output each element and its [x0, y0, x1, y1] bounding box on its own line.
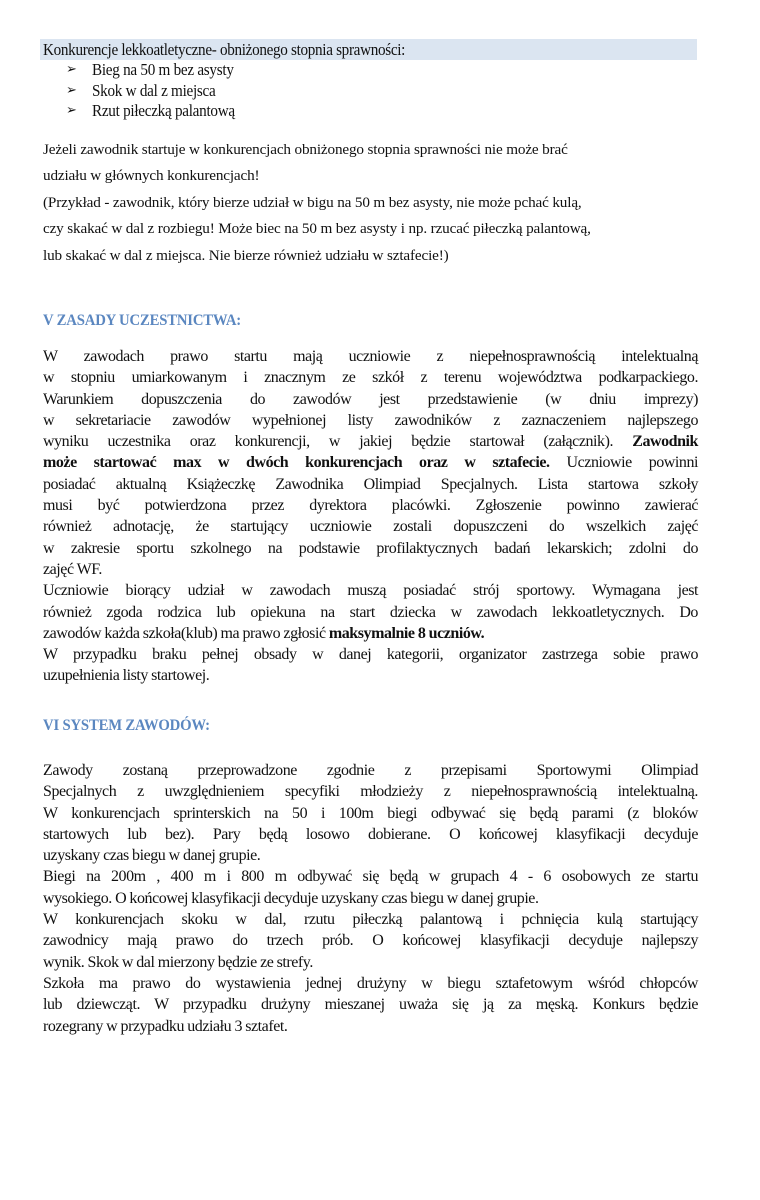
section-v-heading: V ZASADY UCZESTNICTWA: — [43, 312, 241, 329]
list-item-label: Skok w dal z miejsca — [92, 80, 216, 100]
body-line: w zakresie sportu szkolnego na podstawie profilaktycznych badań lekarskich; zdolni do — [43, 539, 698, 557]
body-line: w sekretariacie zawodów wypełnionej listy zawodników z zaznaczeniem najlepszego — [43, 411, 698, 429]
body-line: W konkurencjach sprinterskich na 50 i 100m biegi odbywać się będą parami (z bloków — [43, 804, 698, 822]
section-vi-heading: VI SYSTEM ZAWODÓW: — [43, 717, 210, 734]
body-line: Biegi na 200m , 400 m i 800 m odbywać się będą w grupach 4 - 6 osobowych ze startu — [43, 868, 698, 886]
body-line: rozegrany w przypadku udziału 3 sztafet. — [43, 1017, 288, 1035]
body-line: lub dziewcząt. W przypadku drużyny mieszanej uważa się ją za męską. Konkurs będzie — [43, 996, 698, 1014]
body-line: uzupełnienia listy startowej. — [43, 667, 210, 685]
body-line: W przypadku braku pełnej obsady w danej kategorii, organizator zastrzega sobie prawo — [43, 646, 698, 664]
arrow-bullet-icon: ➢ — [66, 62, 77, 77]
body-line: uzyskany czas biegu w danej grupie. — [43, 847, 261, 865]
body-text: Uczniowie powinni — [549, 454, 698, 472]
body-line: W zawodach prawo startu mają uczniowie z niepełnosprawnością intelektualną — [43, 348, 698, 365]
note-line: lub skakać w dal z miejsca. Nie bierze również udziału w sztafecie!) — [43, 246, 449, 264]
list-item — [66, 101, 247, 122]
note-line: (Przykład - zawodnik, który bierze udział w bigu na 50 m bez asysty, nie może pchać kulą, — [43, 193, 582, 211]
arrow-bullet-icon: ➢ — [66, 82, 77, 98]
body-line: Zawody zostaną przeprowadzone zgodnie z przepisami Sportowymi Olimpiad — [43, 762, 698, 779]
body-line: Szkoła ma prawo do wystawienia jednej drużyny w biegu sztafetowym wśród chłopców — [43, 974, 698, 992]
reduced-events-title: Konkurencje lekkoatletyczne- obniżonego stopnia sprawności: — [43, 40, 406, 59]
list-item-label: Bieg na 50 m bez asysty — [92, 60, 234, 79]
reduced-events-list — [66, 60, 247, 122]
note-line: czy skakać w dal z rozbiegu! Może biec na 50 m bez asysty i np. rzucać piłeczką palantową, — [43, 220, 591, 238]
body-line: wysokiego. O końcowej klasyfikacji decyduje uzyskany czas biegu w danej grupie. — [43, 889, 539, 907]
arrow-bullet-icon: ➢ — [66, 103, 77, 118]
body-line: Specjalnych z uwzględnieniem specyfiki młodzieży z niepełnosprawnością intelektualną. — [43, 783, 698, 801]
body-line: Warunkiem dopuszczenia do zawodów jest przedstawienie (w dniu imprezy) — [43, 390, 698, 408]
body-line: musi być potwierdzona przez dyrektora placówki. Zgłoszenie powinno zawierać — [43, 497, 698, 515]
body-line: w stopniu umiarkowanym i znacznym ze szkół z terenu województwa podkarpackiego. — [43, 369, 698, 387]
emphasis-text: może startować max w dwóch konkurencjach oraz w sztafecie. — [43, 454, 550, 472]
list-item — [66, 81, 247, 102]
body-text: wyniku uczestnika oraz konkurencji, w jakiej będzie startował (załącznik). — [43, 433, 633, 451]
body-line: zajęć WF. — [43, 560, 102, 578]
body-line — [43, 623, 698, 644]
body-line — [43, 431, 698, 452]
body-line: również adnotację, że startujący uczniowie zostali dopuszczeni do wszelkich zajęć — [43, 518, 698, 536]
body-line: W konkurencjach skoku w dal, rzutu piłeczką palantową i pchnięcia kulą startujący — [43, 911, 698, 929]
body-line: Uczniowie biorący udział w zawodach muszą posiadać strój sportowy. Wymagana jest — [43, 582, 698, 600]
body-line: startowych lub bez). Pary będą losowo dobierane. O końcowej klasyfikacji decyduje — [43, 825, 698, 843]
body-line: wynik. Skok w dal mierzony będzie ze strefy. — [43, 953, 313, 971]
body-line — [43, 452, 698, 473]
note-line: udziału w głównych konkurencjach! — [43, 167, 260, 185]
body-line: posiadać aktualną Książeczkę Zawodnika Olimpiad Specjalnych. Lista startowa szkoły — [43, 475, 698, 493]
body-line: zawodnicy mają prawo do trzech prób. O końcowej klasyfikacji decyduje najlepszy — [43, 932, 698, 950]
section-v-body — [43, 346, 698, 687]
emphasis-text: maksymalnie 8 uczniów. — [328, 624, 485, 642]
body-text: zawodów każda szkoła(klub) ma prawo zgłosić — [43, 624, 329, 642]
body-line: również zgoda rodzica lub opiekuna na start dziecka w zawodach lekkoatletycznych. Do — [43, 603, 698, 621]
list-item — [66, 60, 247, 81]
emphasis-text: Zawodnik — [632, 433, 698, 451]
reduced-events-note — [43, 137, 703, 269]
note-line: Jeżeli zawodnik startuje w konkurencjach obniżonego stopnia sprawności nie może brać — [43, 141, 568, 158]
section-vi-body — [43, 760, 698, 1037]
list-item-label: Rzut piłeczką palantową — [92, 101, 235, 120]
